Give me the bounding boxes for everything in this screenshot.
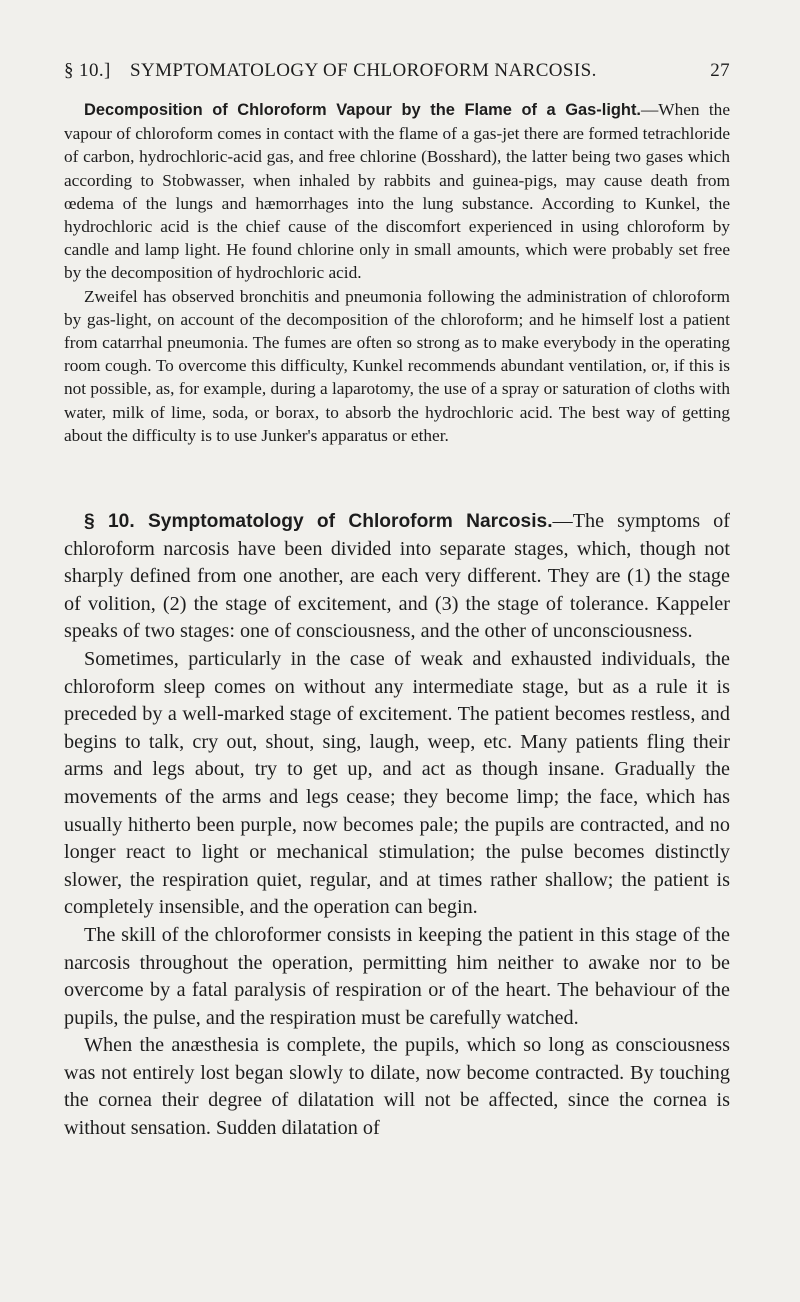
small-print-block bbox=[64, 98, 730, 447]
paragraph-text: —When the vapour of chloroform comes in contact with the flame of a gas-jet there are formed tetrachloride of carbon, hydrochloric-acid gas, and free chlorine (Bosshard), the latter being two gases which according to Stobwasser, when inhaled by rabbits and guinea-pigs, may cause death from œdema of the lungs and hæmorrhages into the lung substance. According to Kunkel, the hydrochloric acid is the chief cause of the discomfort experienced in using chloroform by candle and lamp light. He found chlorine only in small amounts, which were probably set free by the decomposition of hydrochloric acid. bbox=[64, 100, 730, 283]
main-print-block bbox=[64, 508, 730, 1143]
section-heading: § 10. Symptomatology of Chloroform Narcosis. bbox=[84, 511, 553, 532]
header-title: SYMPTOMATOLOGY OF CHLOROFORM NARCOSIS. bbox=[130, 60, 597, 81]
paragraph-stages: Sometimes, particularly in the case of weak and exhausted individuals, the chloroform sleep comes on without any intermediate stage, but as a rule it is preceded by a well-marked stage of excitement. The patient becomes restless, and begins to talk, cry out, shout, sing, laugh, weep, etc. Many patients fling their arms and legs about, try to get up, and act as though insane. Gradually the movements of the arms and legs cease; they become limp; the face, which has usually hitherto been purple, now becomes pale; the pupils are contracted, and no longer react to light or mechanical stimulation; the pulse becomes distinctly slower, the respiration quiet, regular, and at times rather shallow; the patient is completely insensible, and the operation can begin. bbox=[64, 647, 730, 919]
header-section-ref: § 10.] bbox=[64, 60, 111, 81]
section-10-paragraph bbox=[64, 508, 730, 646]
paragraph-anaesthesia: When the anæsthesia is complete, the pupils, which so long as consciousness was not entirely lost began slowly to dilate, now become contracted. By touching the cornea their degree of dilatation will not be affected, since the cornea is without sensation. Sudden dilatation of bbox=[64, 1034, 730, 1140]
section-text: —The symptoms of chloroform narcosis have been divided into separate stages, which, though not sharply defined from one another, are each very different. They are (1) the stage of volition, (2) the stage of excitement, and (3) the stage of tolerance. Kappeler speaks of two stages: one of consciousness, and the other of unconsciousness. bbox=[64, 510, 730, 643]
paragraph-heading: Decomposition of Chloroform Vapour by the Flame of a Gas-light. bbox=[84, 101, 641, 119]
paragraph-zweifel: Zweifel has observed bronchitis and pneumonia following the administration of chloroform by gas-light, on account of the decomposition of the chloroform; and he himself lost a patient from catarrhal pneumonia. The fumes are often so strong as to make everybody in the operating room cough. To overcome this difficulty, Kunkel recommends abundant ventilation, or, if this is not possible, as, for example, during a laparotomy, the use of a spray or saturation of cloths with water, milk of lime, soda, or borax, to absorb the hydrochloric acid. The best way of getting about the difficulty is to use Junker's apparatus or ether. bbox=[64, 286, 730, 445]
running-header bbox=[64, 60, 730, 86]
paragraph-skill: The skill of the chloroformer consists in keeping the patient in this stage of the narcosis throughout the operation, permitting him neither to awake nor to be overcome by a fatal paralysis of respiration or of the heart. The behaviour of the pupils, the pulse, and the respiration must be carefully watched. bbox=[64, 923, 730, 1029]
paragraph-decomposition bbox=[64, 98, 730, 285]
page-number: 27 bbox=[710, 60, 730, 81]
